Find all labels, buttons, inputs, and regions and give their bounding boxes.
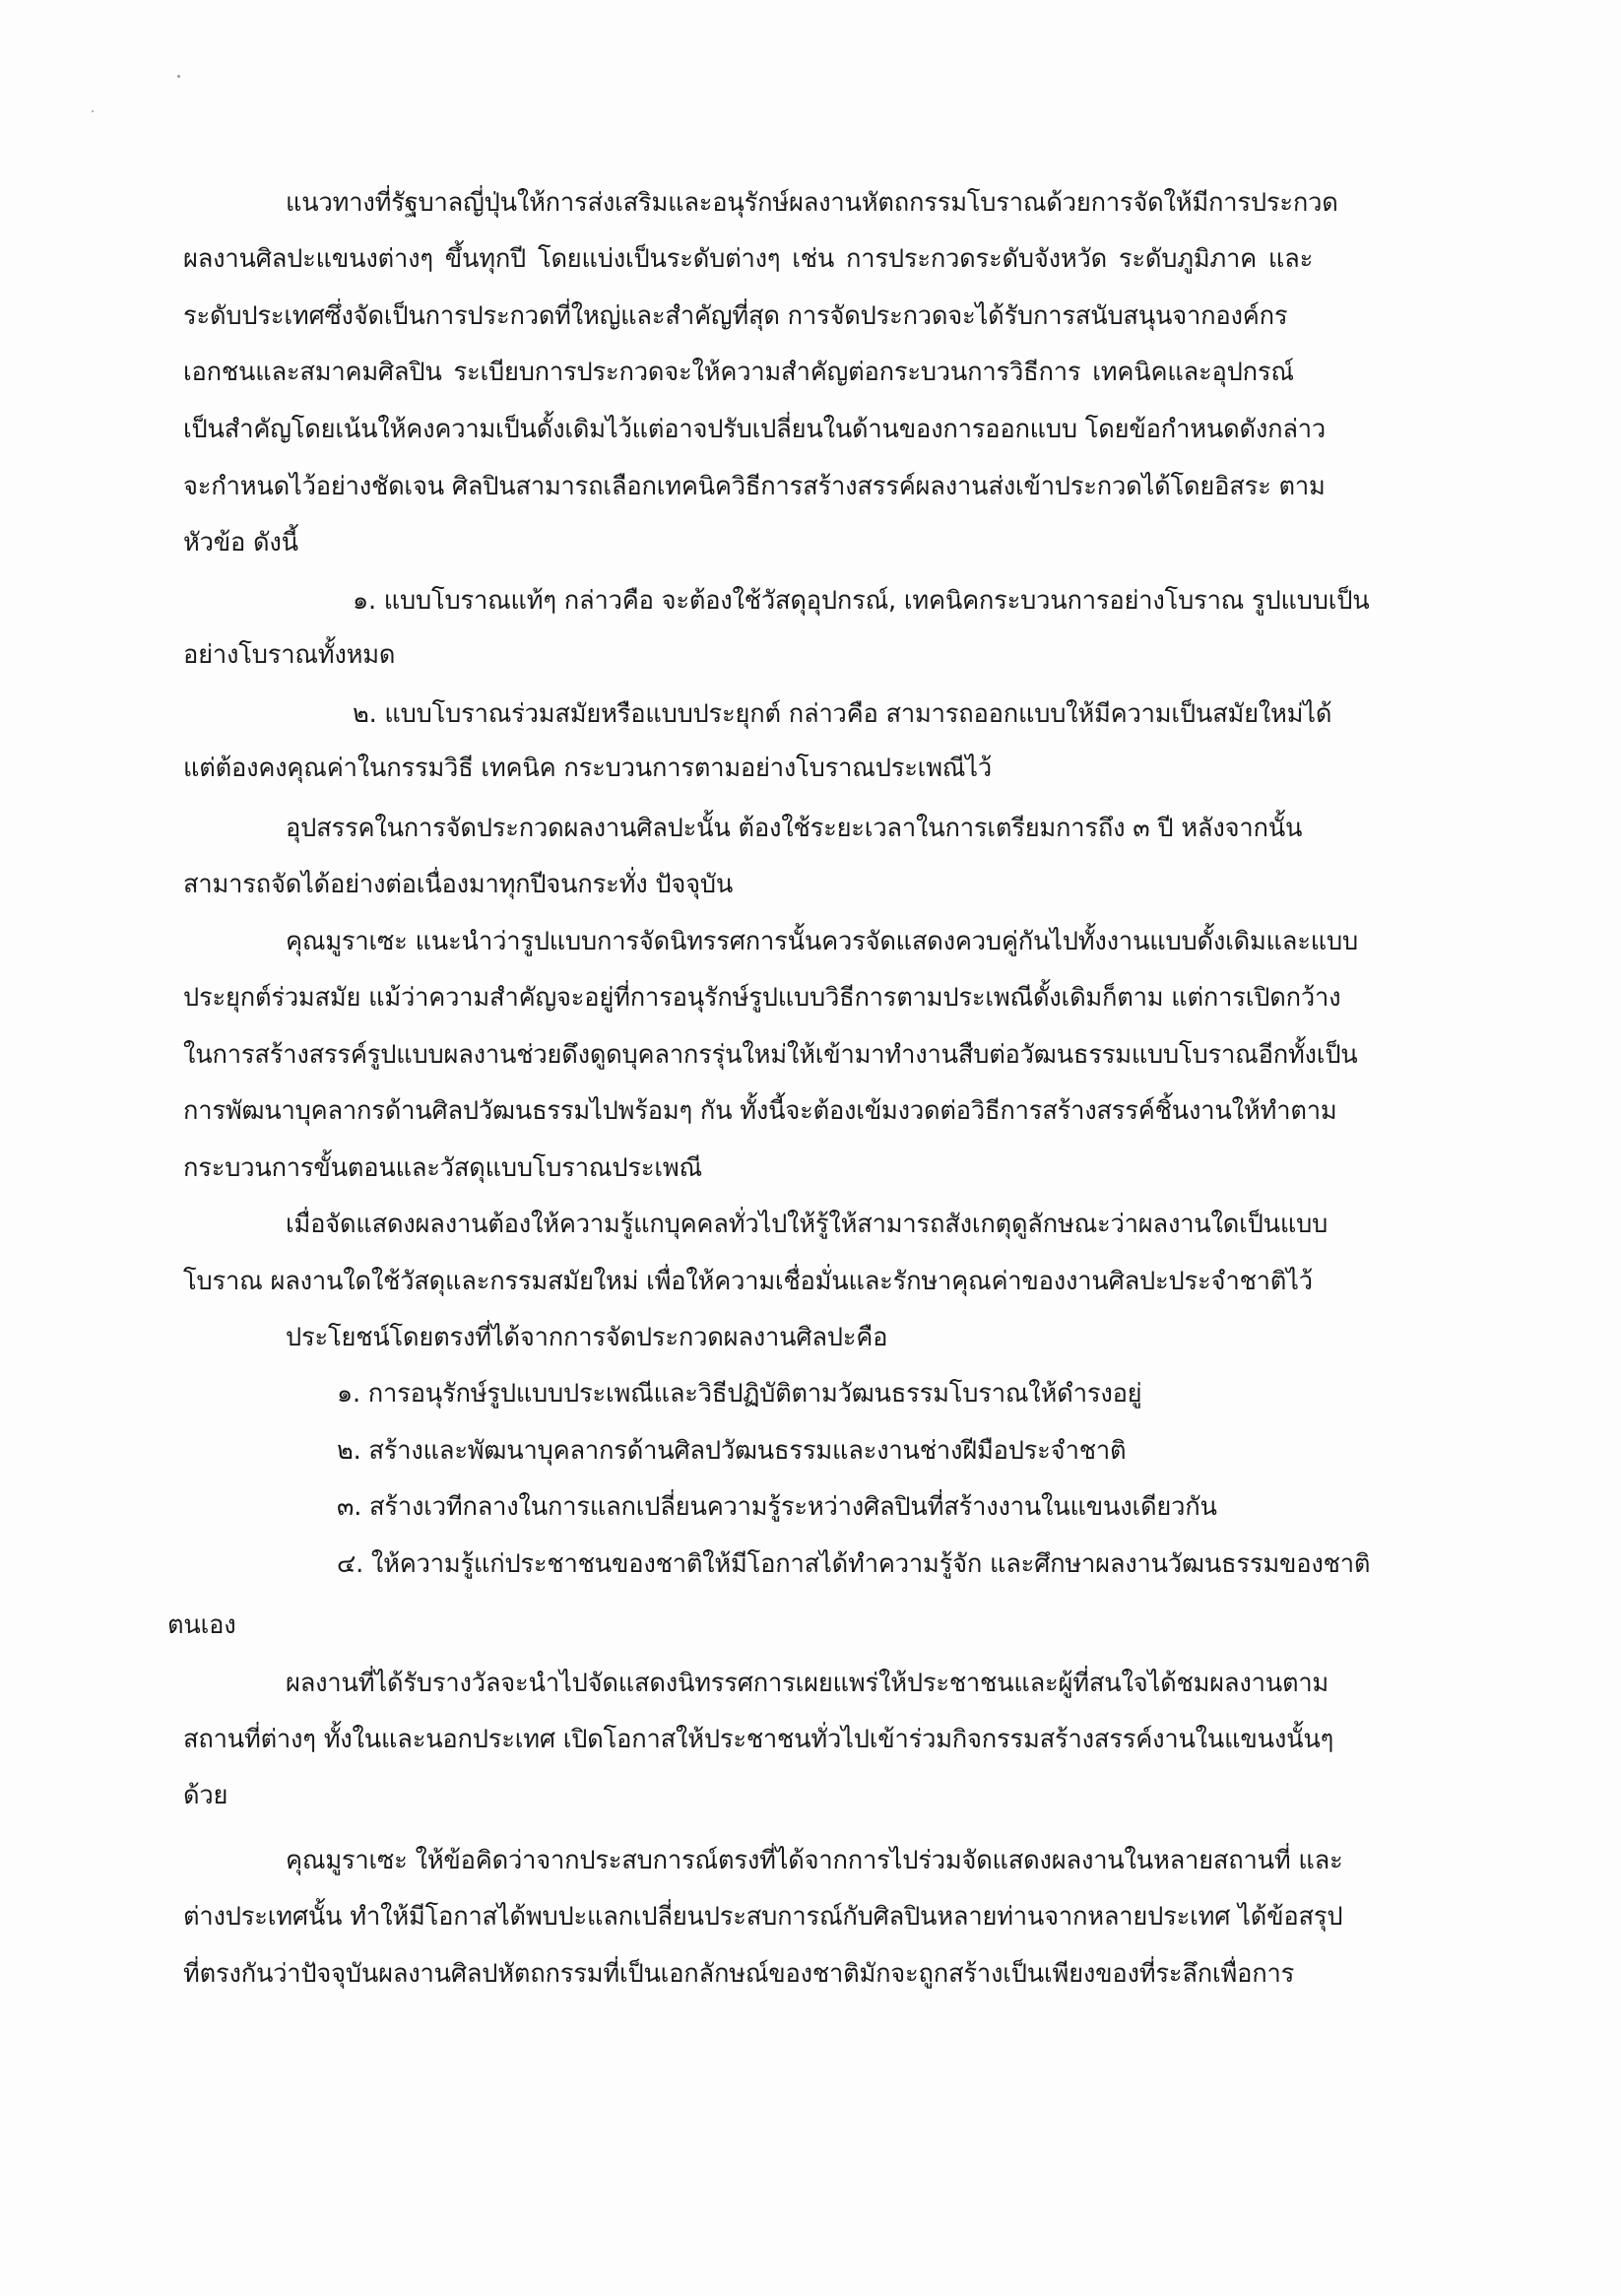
- text-line: สามารถจัดได้อย่างต่อเนื่องมาทุกปีจนกระทั่ง ปัจจุบัน: [183, 870, 734, 899]
- text-line: ผลงานที่ได้รับรางวัลจะนำไปจัดแสดงนิทรรศการเผยแพร่ให้ประชาชนและผู้ที่สนใจได้ชมผลงานตาม: [286, 1669, 1329, 1698]
- text-line: ผลงานศิลปะแขนงต่างๆ ขึ้นทุกปี โดยแบ่งเป็นระดับต่างๆ เช่น การประกวดระดับจังหวัด ระดับภูมิภาค และ: [183, 244, 1314, 274]
- text-line: คุณมูราเซะ แนะนำว่ารูปแบบการจัดนิทรรศการนั้นควรจัดแสดงควบคู่กันไปทั้งงานแบบดั้งเดิมและแบบ: [286, 927, 1358, 956]
- list-item: ๑. การอนุรักษ์รูปแบบประเพณีและวิธีปฏิบัติตามวัฒนธรรมโบราณให้ดำรงอยู่: [337, 1379, 1142, 1409]
- text-line: โบราณ ผลงานใดใช้วัสดุและกรรมสมัยใหม่ เพื่อให้ความเชื่อมั่นและรักษาคุณค่าของงานศิลปะประจำชาติไว้: [183, 1267, 1313, 1296]
- text-line: ระดับประเทศซึ่งจัดเป็นการประกวดที่ใหญ่และสำคัญที่สุด การจัดประกวดจะได้รับการสนับสนุนจากองค์กร: [183, 301, 1288, 331]
- text-line: ประยุกต์ร่วมสมัย แม้ว่าความสำคัญจะอยู่ที่การอนุรักษ์รูปแบบวิธีการตามประเพณีดั้งเดิมก็ตาม แต่การเปิดกว้าง: [183, 983, 1341, 1013]
- text-line: คุณมูราเซะ ให้ข้อคิดว่าจากประสบการณ์ตรงที่ได้จากการไปร่วมจัดแสดงผลงานในหลายสถานที่ และ: [286, 1846, 1343, 1875]
- text-line: กระบวนการขั้นตอนและวัสดุแบบโบราณประเพณี: [183, 1153, 702, 1183]
- text-line: เป็นสำคัญโดยเน้นให้คงความเป็นดั้งเดิมไว้แต่อาจปรับเปลี่ยนในด้านของการออกแบบ โดยข้อกำหนดดังกล่าว: [183, 415, 1327, 444]
- text-line: จะกำหนดไว้อย่างชัดเจน ศิลปินสามารถเลือกเทคนิควิธีการสร้างสรรค์ผลงานส่งเข้าประกวดได้โดยอิสระ ตาม: [183, 472, 1326, 501]
- text-line: ด้วย: [183, 1781, 228, 1810]
- text-line: อย่างโบราณทั้งหมด: [183, 640, 396, 670]
- list-item: ๒. สร้างและพัฒนาบุคลากรด้านศิลปวัฒนธรรมและงานช่างฝีมือประจำชาติ: [337, 1436, 1127, 1466]
- text-line: หัวข้อ ดังนี้: [183, 528, 298, 558]
- text-line: ประโยชน์โดยตรงที่ได้จากการจัดประกวดผลงานศิลปะคือ: [286, 1323, 888, 1352]
- text-line: อุปสรรคในการจัดประกวดผลงานศิลปะนั้น ต้องใช้ระยะเวลาในการเตรียมการถึง ๓ ปี หลังจากนั้น: [286, 814, 1303, 843]
- text-line: ในการสร้างสรรค์รูปแบบผลงานช่วยดึงดูดบุคลากรรุ่นใหม่ให้เข้ามาทำงานสืบต่อวัฒนธรรมแบบโบราณอีกทั้งเป็น: [183, 1040, 1358, 1070]
- text-line: ที่ตรงกันว่าปัจจุบันผลงานศิลปหัตถกรรมที่เป็นเอกลักษณ์ของชาติมักจะถูกสร้างเป็นเพียงของที่ระลึกเพื่อการ: [183, 1959, 1295, 1989]
- list-item: ๓. สร้างเวทีกลางในการแลกเปลี่ยนความรู้ระหว่างศิลปินที่สร้างงานในแขนงเดียวกัน: [337, 1492, 1217, 1522]
- scan-speck: [177, 75, 180, 78]
- list-item: ๒. แบบโบราณร่วมสมัยหรือแบบประยุกต์ กล่าวคือ สามารถออกแบบให้มีความเป็นสมัยใหม่ได้: [353, 699, 1332, 729]
- list-item: ๑. แบบโบราณแท้ๆ กล่าวคือ จะต้องใช้วัสดุอุปกรณ์, เทคนิคกระบวนการอย่างโบราณ รูปแบบเป็น: [353, 586, 1370, 616]
- text-line: ต่างประเทศนั้น ทำให้มีโอกาสได้พบปะแลกเปลี่ยนประสบการณ์กับศิลปินหลายท่านจากหลายประเทศ ได้ข้อสรุป: [183, 1902, 1343, 1932]
- text-line: เมื่อจัดแสดงผลงานต้องให้ความรู้แกบุคคลทั่วไปให้รู้ให้สามารถสังเกตุดูลักษณะว่าผลงานใดเป็นแบบ: [286, 1210, 1329, 1239]
- text-line: สถานที่ต่างๆ ทั้งในและนอกประเทศ เปิดโอกาสให้ประชาชนทั่วไปเข้าร่วมกิจกรรมสร้างสรรค์งานในแขนงนั้นๆ: [183, 1725, 1334, 1754]
- text-line: การพัฒนาบุคลากรด้านศิลปวัฒนธรรมไปพร้อมๆ กัน ทั้งนี้จะต้องเข้มงวดต่อวิธีการสร้างสรรค์ชิ้นงานให้ทำตาม: [183, 1096, 1337, 1126]
- text-line: เอกชนและสมาคมศิลปิน ระเบียบการประกวดจะให้ความสำคัญต่อกระบวนการวิธีการ เทคนิคและอุปกรณ์: [183, 358, 1294, 387]
- text-line: ตนเอง: [167, 1610, 236, 1640]
- list-item: ๔. ให้ความรู้แก่ประชาชนของชาติให้มีโอกาสได้ทำความรู้จัก และศึกษาผลงานวัฒนธรรมของชาติ: [337, 1549, 1371, 1579]
- scan-speck: [92, 110, 94, 112]
- text-line: แต่ต้องคงคุณค่าในกรรมวิธี เทคนิค กระบวนการตามอย่างโบราณประเพณีไว้: [183, 754, 993, 783]
- text-line: แนวทางที่รัฐบาลญี่ปุ่นให้การส่งเสริมและอนุรักษ์ผลงานหัตถกรรมโบราณด้วยการจัดให้มีการประกวด: [286, 188, 1338, 218]
